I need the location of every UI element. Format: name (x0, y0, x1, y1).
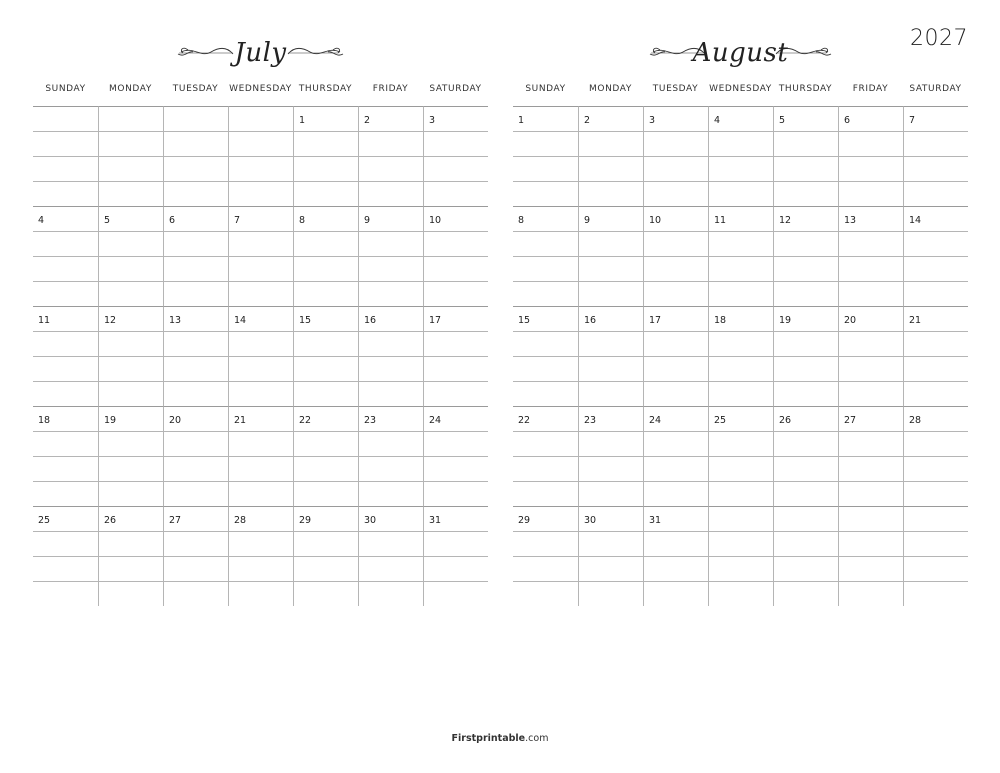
day-cell (163, 206, 228, 306)
weekday-label: WEDNESDAY (709, 84, 772, 94)
day-number: 13 (169, 315, 182, 326)
day-number: 10 (429, 215, 442, 226)
day-cell (33, 506, 98, 606)
day-number: 22 (299, 415, 312, 426)
day-number: 6 (169, 215, 176, 226)
day-number: 30 (364, 515, 377, 526)
day-number: 19 (104, 415, 117, 426)
day-cell (838, 106, 903, 206)
day-number: 8 (518, 215, 525, 226)
day-cell (228, 206, 293, 306)
day-number: 15 (299, 315, 312, 326)
day-grid (33, 106, 488, 606)
weekday-label: WEDNESDAY (229, 84, 292, 94)
day-number: 9 (584, 215, 591, 226)
day-cell (773, 306, 838, 406)
day-cell (358, 206, 423, 306)
day-number: 12 (104, 315, 117, 326)
day-cell (423, 106, 488, 206)
day-cell (513, 406, 578, 506)
day-cell (578, 306, 643, 406)
calendar-july (33, 36, 488, 606)
day-number: 8 (299, 215, 306, 226)
day-number: 4 (38, 215, 45, 226)
day-number: 26 (779, 415, 792, 426)
day-number: 11 (714, 215, 727, 226)
day-cell (33, 306, 98, 406)
day-cell (903, 206, 968, 306)
day-cell (358, 506, 423, 606)
day-cell (98, 206, 163, 306)
weekday-label: FRIDAY (372, 84, 409, 94)
day-cell (423, 206, 488, 306)
day-number: 9 (364, 215, 371, 226)
day-cell (98, 306, 163, 406)
day-cell (293, 506, 358, 606)
weekday-label: SATURDAY (429, 84, 482, 94)
day-cell (578, 406, 643, 506)
calendar-august (513, 36, 968, 606)
day-number: 3 (429, 115, 436, 126)
day-cell (643, 406, 708, 506)
brand-name: Firstprintable (451, 733, 526, 744)
day-cell (513, 106, 578, 206)
day-cell (578, 106, 643, 206)
day-number: 27 (844, 415, 857, 426)
day-cell (163, 106, 228, 206)
day-cell (228, 306, 293, 406)
day-cell (33, 106, 98, 206)
day-grid (513, 106, 968, 606)
day-number: 28 (909, 415, 922, 426)
day-cell (163, 306, 228, 406)
day-number: 5 (104, 215, 111, 226)
day-cell (578, 506, 643, 606)
day-cell (228, 406, 293, 506)
day-number: 1 (518, 115, 525, 126)
day-cell (708, 106, 773, 206)
day-cell (358, 106, 423, 206)
day-cell (903, 106, 968, 206)
day-cell (423, 406, 488, 506)
day-number: 31 (429, 515, 442, 526)
day-number: 21 (909, 315, 922, 326)
weekday-label: FRIDAY (852, 84, 889, 94)
day-cell (903, 506, 968, 606)
day-number: 30 (584, 515, 597, 526)
day-number: 7 (234, 215, 241, 226)
weekday-label: TUESDAY (172, 84, 219, 94)
day-cell (293, 106, 358, 206)
day-cell (643, 506, 708, 606)
day-cell (228, 506, 293, 606)
day-cell (358, 306, 423, 406)
month-name: July (234, 38, 287, 68)
weekday-header (513, 84, 968, 106)
day-cell (643, 106, 708, 206)
day-number: 26 (104, 515, 117, 526)
day-number: 29 (299, 515, 312, 526)
day-number: 18 (38, 415, 51, 426)
day-cell (98, 406, 163, 506)
weekday-label: THURSDAY (778, 84, 833, 94)
day-cell (98, 106, 163, 206)
day-cell (513, 306, 578, 406)
day-cell (513, 206, 578, 306)
day-number: 29 (518, 515, 531, 526)
weekday-label: THURSDAY (298, 84, 353, 94)
day-number: 22 (518, 415, 531, 426)
day-cell (358, 406, 423, 506)
day-number: 6 (844, 115, 851, 126)
day-number: 20 (844, 315, 857, 326)
day-number: 31 (649, 515, 662, 526)
day-cell (33, 206, 98, 306)
day-number: 19 (779, 315, 792, 326)
day-cell (643, 306, 708, 406)
day-number: 21 (234, 415, 247, 426)
day-cell (513, 506, 578, 606)
day-cell (838, 306, 903, 406)
day-number: 5 (779, 115, 786, 126)
day-number: 16 (364, 315, 377, 326)
day-cell (578, 206, 643, 306)
month-title (513, 36, 968, 76)
weekday-header (33, 84, 488, 106)
day-cell (773, 206, 838, 306)
day-number: 27 (169, 515, 182, 526)
day-cell (423, 506, 488, 606)
weekday-label: MONDAY (589, 84, 632, 94)
day-cell (708, 506, 773, 606)
day-number: 24 (429, 415, 442, 426)
day-cell (33, 406, 98, 506)
day-cell (423, 306, 488, 406)
weekday-label: SATURDAY (909, 84, 962, 94)
day-cell (643, 206, 708, 306)
day-number: 2 (364, 115, 371, 126)
day-number: 16 (584, 315, 597, 326)
day-number: 14 (234, 315, 247, 326)
day-number: 28 (234, 515, 247, 526)
day-cell (838, 506, 903, 606)
day-number: 17 (649, 315, 662, 326)
day-number: 15 (518, 315, 531, 326)
day-number: 11 (38, 315, 51, 326)
day-cell (293, 306, 358, 406)
day-number: 24 (649, 415, 662, 426)
day-number: 13 (844, 215, 857, 226)
weekday-label: MONDAY (109, 84, 152, 94)
footer-brand (0, 733, 1000, 744)
day-number: 12 (779, 215, 792, 226)
weekday-label: SUNDAY (45, 84, 86, 94)
day-cell (708, 206, 773, 306)
weekday-label: SUNDAY (525, 84, 566, 94)
brand-suffix: .com (525, 733, 549, 744)
day-cell (838, 206, 903, 306)
day-number: 25 (714, 415, 727, 426)
day-cell (903, 406, 968, 506)
day-number: 20 (169, 415, 182, 426)
day-number: 7 (909, 115, 916, 126)
day-number: 23 (364, 415, 377, 426)
day-cell (293, 406, 358, 506)
day-number: 3 (649, 115, 656, 126)
month-name: August (692, 38, 789, 68)
day-number: 17 (429, 315, 442, 326)
day-cell (163, 406, 228, 506)
day-cell (98, 506, 163, 606)
day-cell (293, 206, 358, 306)
day-number: 14 (909, 215, 922, 226)
day-cell (708, 306, 773, 406)
day-cell (773, 406, 838, 506)
day-number: 1 (299, 115, 306, 126)
day-number: 25 (38, 515, 51, 526)
day-number: 23 (584, 415, 597, 426)
year-label: 2027 (910, 26, 968, 51)
day-cell (708, 406, 773, 506)
day-cell (773, 506, 838, 606)
day-number: 10 (649, 215, 662, 226)
weekday-label: TUESDAY (652, 84, 699, 94)
day-number: 2 (584, 115, 591, 126)
day-cell (163, 506, 228, 606)
month-title (33, 36, 488, 76)
day-cell (903, 306, 968, 406)
day-cell (773, 106, 838, 206)
day-cell (228, 106, 293, 206)
day-number: 4 (714, 115, 721, 126)
day-number: 18 (714, 315, 727, 326)
day-cell (838, 406, 903, 506)
